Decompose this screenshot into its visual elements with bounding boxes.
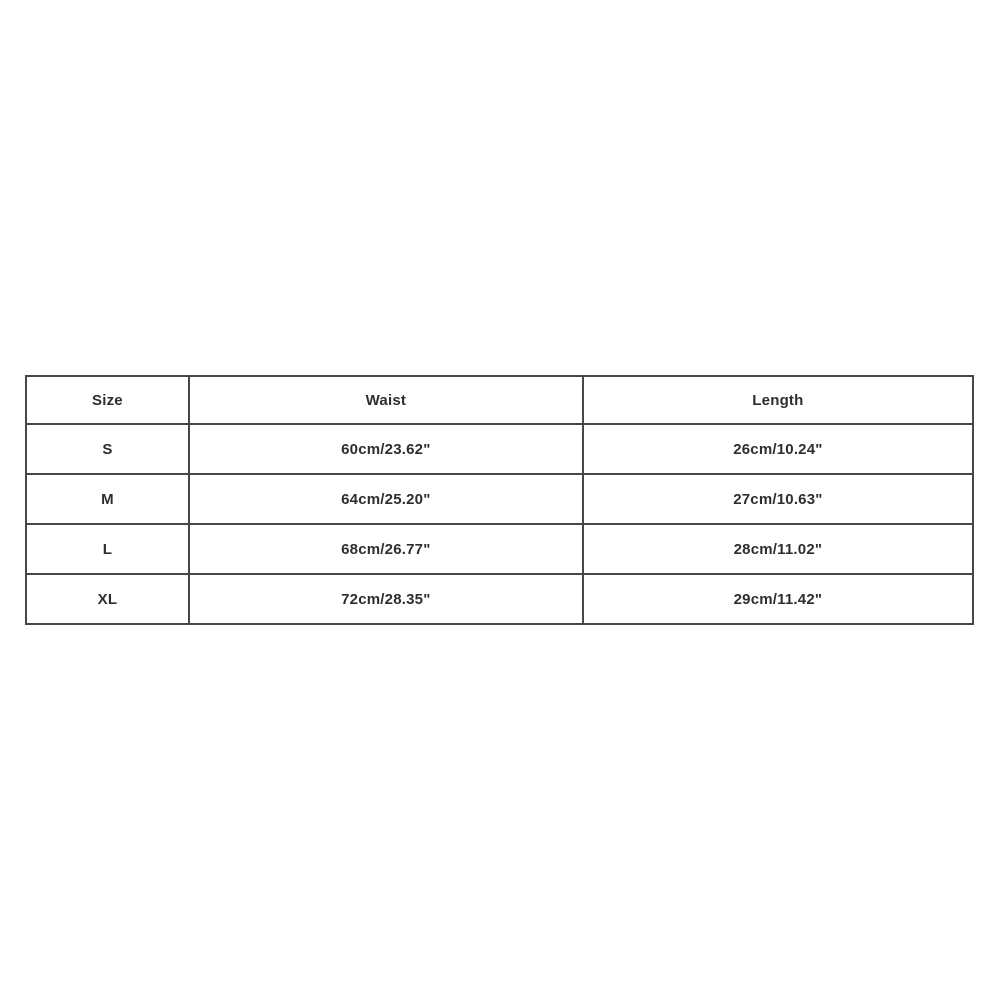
- waist-cell: 72cm/28.35": [189, 574, 583, 624]
- length-cell: 27cm/10.63": [583, 474, 973, 524]
- size-cell: XL: [26, 574, 189, 624]
- size-chart-table: [25, 375, 974, 625]
- table-header-row: [26, 376, 973, 424]
- length-cell: 26cm/10.24": [583, 424, 973, 474]
- table-row-m: [26, 474, 973, 524]
- length-cell: 29cm/11.42": [583, 574, 973, 624]
- waist-cell: 60cm/23.62": [189, 424, 583, 474]
- column-header-length: Length: [583, 376, 973, 424]
- size-cell: S: [26, 424, 189, 474]
- table-row-xl: [26, 574, 973, 624]
- table-row-s: [26, 424, 973, 474]
- length-cell: 28cm/11.02": [583, 524, 973, 574]
- table-row-l: [26, 524, 973, 574]
- size-cell: M: [26, 474, 189, 524]
- size-cell: L: [26, 524, 189, 574]
- waist-cell: 68cm/26.77": [189, 524, 583, 574]
- waist-cell: 64cm/25.20": [189, 474, 583, 524]
- column-header-waist: Waist: [189, 376, 583, 424]
- column-header-size: Size: [26, 376, 189, 424]
